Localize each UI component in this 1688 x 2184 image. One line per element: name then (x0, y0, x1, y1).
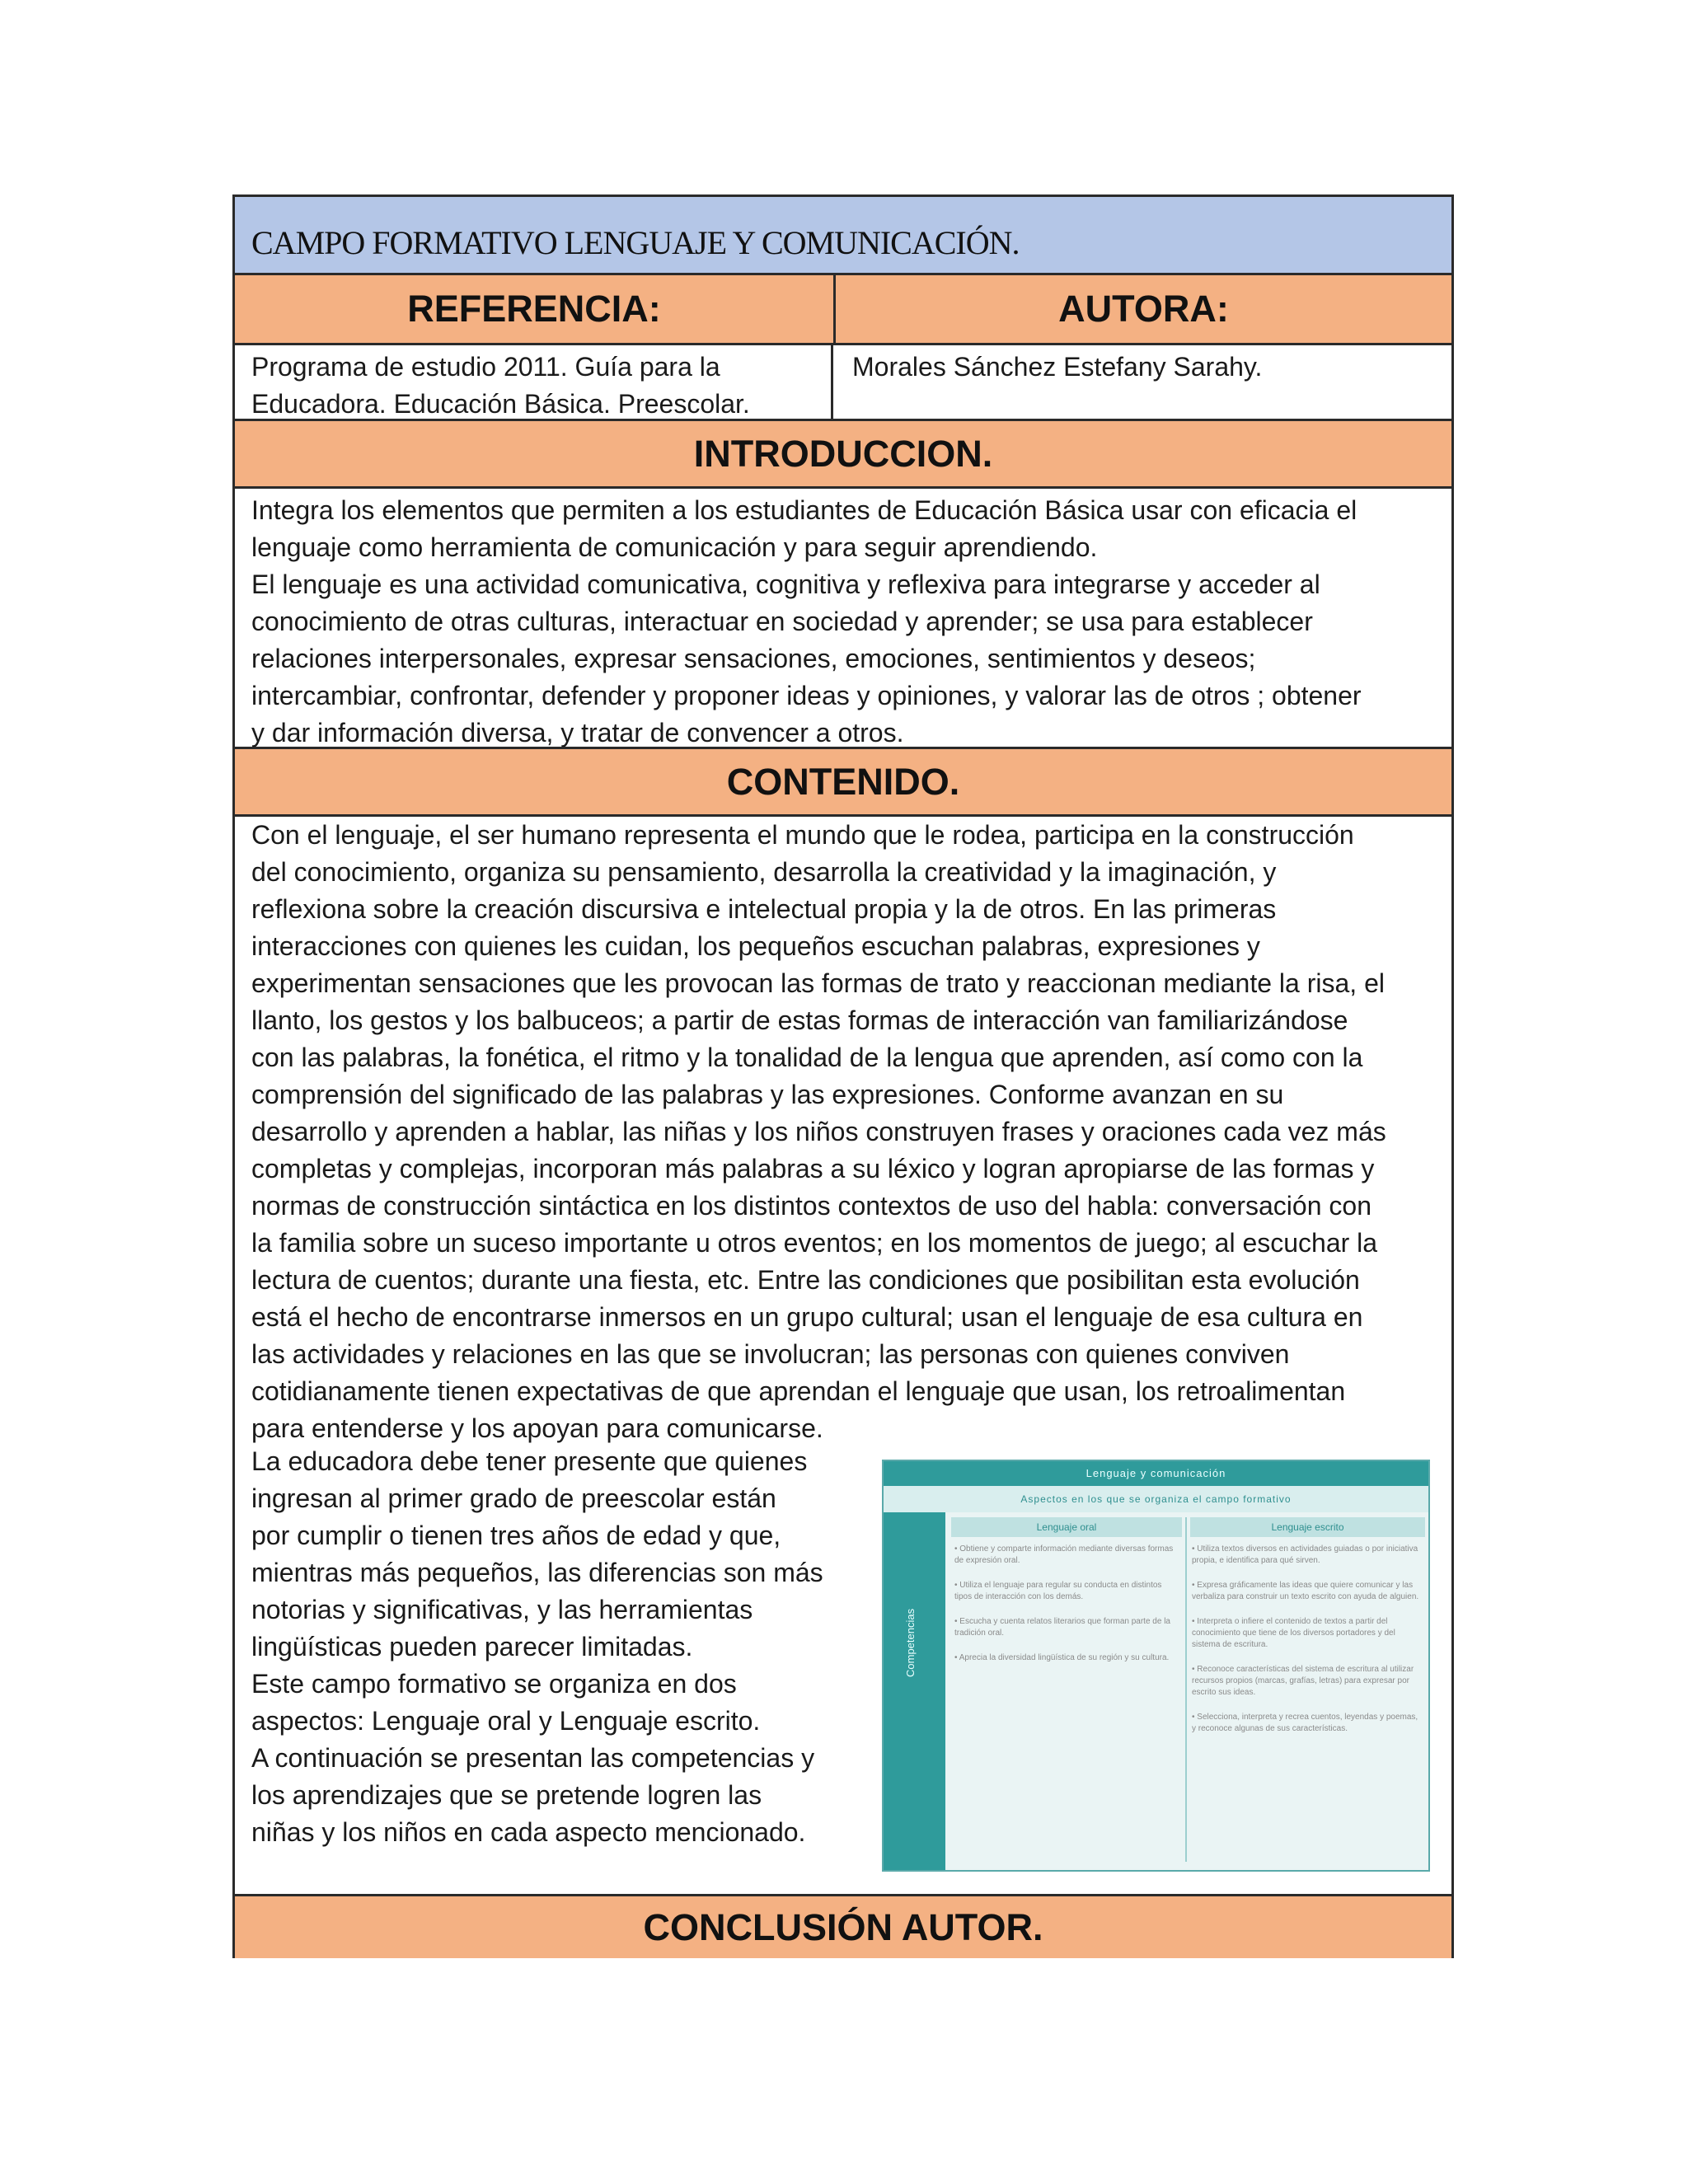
figure-item: • Expresa gráficamente las ideas que quiere comunicar y las verbaliza para construir un texto escrito con ayuda de alguien. (1192, 1581, 1419, 1601)
introduccion-body (235, 489, 1451, 749)
text-line: reflexiona sobre la creación discursiva e intelectual propia y la de otros. En las primeras (251, 894, 1277, 924)
text-line: notorias y significativas, y las herramientas (251, 1595, 753, 1624)
text-line: cotidianamente tienen expectativas de que aprendan el lenguaje que usan, los retroalimentan (251, 1376, 1346, 1406)
text-line: experimentan sensaciones que les provocan las formas de trato y reaccionan mediante la risa, el (251, 968, 1385, 998)
text-line: A continuación se presentan las competencias y (251, 1743, 815, 1773)
text-line: Integra los elementos que permiten a los estudiantes de Educación Básica usar con eficacia el (251, 495, 1357, 525)
figure-subtitle: Aspectos en los que se organiza el campo formativo (884, 1486, 1428, 1512)
competencias-figure (882, 1460, 1430, 1872)
figure-col-a-items (954, 1544, 1181, 1677)
figure-item: • Obtiene y comparte información mediante diversas formas de expresión oral. (954, 1544, 1174, 1565)
autora-text: Morales Sánchez Estefany Sarahy. (852, 352, 1263, 382)
referencia-line: Educadora. Educación Básica. Preescolar. (251, 389, 750, 419)
figure-item: • Selecciona, interpreta y recrea cuentos, leyendas y poemas, y reconoce algunas de sus características. (1192, 1713, 1418, 1733)
text-line: lenguaje como herramienta de comunicación y para seguir aprendiendo. (251, 532, 1098, 562)
figure-sidebar (884, 1512, 945, 1870)
figure-col-b-header: Lenguaje escrito (1190, 1517, 1425, 1537)
text-line: intercambiar, confrontar, defender y proponer ideas y opiniones, y valorar las de otros ; obtener (251, 681, 1362, 710)
text-line: del conocimiento, organiza su pensamiento, desarrolla la creatividad y la imaginación, y (251, 857, 1277, 887)
reference-body-row (235, 345, 1451, 421)
text-line: normas de construcción sintáctica en los distintos contextos de uso del habla: conversación con (251, 1191, 1372, 1221)
text-line: los aprendizajes que se pretende logren las (251, 1780, 762, 1810)
figure-item: • Aprecia la diversidad lingüística de su región y su cultura. (954, 1653, 1170, 1662)
text-line: lectura de cuentos; durante una fiesta, etc. Entre las condiciones que posibilitan esta evolución (251, 1265, 1360, 1295)
text-line: completas y complejas, incorporan más palabras a su léxico y logran apropiarse de las formas y (251, 1154, 1375, 1183)
text-line: las actividades y relaciones en las que se involucran; las personas con quienes conviven (251, 1339, 1290, 1369)
text-line: conocimiento de otras culturas, interactuar en sociedad y aprender; se usa para establecer (251, 607, 1313, 636)
contenido-left-column (251, 1443, 861, 1851)
text-line: lingüísticas pueden parecer limitadas. (251, 1632, 693, 1661)
text-line: con las palabras, la fonética, el ritmo y la tonalidad de la lengua que aprenden, así como con la (251, 1043, 1363, 1072)
contenido-header: CONTENIDO. (235, 749, 1451, 817)
text-line: aspectos: Lenguaje oral y Lenguaje escrito. (251, 1706, 761, 1736)
text-line: niñas y los niños en cada aspecto mencionado. (251, 1817, 806, 1847)
page-title: CAMPO FORMATIVO LENGUAJE Y COMUNICACIÓN. (251, 224, 1020, 261)
figure-title: Lenguaje y comunicación (884, 1461, 1428, 1486)
text-line: está el hecho de encontrarse inmersos en un grupo cultural; usan el lenguaje de esa cultura en (251, 1302, 1363, 1332)
figure-item: • Escucha y cuenta relatos literarios que forman parte de la tradición oral. (954, 1617, 1170, 1638)
text-line: Este campo formativo se organiza en dos (251, 1669, 737, 1699)
introduccion-header: INTRODUCCION. (235, 421, 1451, 489)
text-line: El lenguaje es una actividad comunicativa, cognitiva y reflexiva para integrarse y acceder al (251, 569, 1320, 599)
figure-item: • Reconoce características del sistema de escritura al utilizar recursos propios (marcas, grafías, letras) para expresar por escrito sus ideas. (1192, 1665, 1414, 1697)
text-line: Con el lenguaje, el ser humano representa el mundo que le rodea, participa en la construcción (251, 820, 1354, 850)
text-line: interacciones con quienes les cuidan, los pequeños escuchan palabras, expresiones y (251, 931, 1260, 961)
reference-header-row (235, 275, 1451, 345)
figure-item: • Utiliza el lenguaje para regular su conducta en distintos tipos de interacción con los demás. (954, 1581, 1162, 1601)
text-line: relaciones interpersonales, expresar sensaciones, emociones, sentimientos y deseos; (251, 644, 1256, 673)
figure-col-b-items (1192, 1544, 1423, 1748)
text-line: y dar información diversa, y tratar de convencer a otros. (251, 718, 904, 748)
referencia-header: REFERENCIA: (235, 275, 836, 343)
text-line: desarrollo y aprenden a hablar, las niñas y los niños construyen frases y oraciones cada vez más (251, 1117, 1386, 1146)
text-line: la familia sobre un suceso importante u otros eventos; en los momentos de juego; al escuchar la (251, 1228, 1378, 1258)
figure-item: • Interpreta o infiere el contenido de textos a partir del conocimiento que tiene de los diversos portadores y del sistema de escritura. (1192, 1617, 1395, 1649)
text-line: La educadora debe tener presente que quienes (251, 1446, 808, 1476)
text-line: ingresan al primer grado de preescolar están (251, 1483, 776, 1513)
text-line: mientras más pequeños, las diferencias son más (251, 1558, 823, 1587)
conclusion-header: CONCLUSIÓN AUTOR. (235, 1896, 1451, 1958)
autora-header: AUTORA: (1058, 288, 1229, 330)
text-line: llanto, los gestos y los balbuceos; a partir de estas formas de interacción van familiarizándose (251, 1005, 1348, 1035)
figure-divider (1185, 1517, 1187, 1862)
referencia-text (235, 345, 833, 419)
figure-sidebar-label: Competencias (904, 1608, 917, 1677)
contenido-paragraph (251, 817, 1435, 1447)
referencia-line: Programa de estudio 2011. Guía para la (251, 352, 720, 382)
title-row (235, 197, 1451, 275)
figure-item: • Utiliza textos diversos en actividades guiadas o por iniciativa propia, e identifica para qué sirven. (1192, 1544, 1418, 1565)
text-line: comprensión del significado de las palabras y las expresiones. Conforme avanzan en su (251, 1080, 1284, 1109)
document-frame (232, 194, 1454, 1958)
text-line: para entenderse y los apoyan para comunicarse. (251, 1413, 823, 1443)
text-line: por cumplir o tienen tres años de edad y que, (251, 1521, 781, 1550)
figure-col-a-header: Lenguaje oral (951, 1517, 1182, 1537)
